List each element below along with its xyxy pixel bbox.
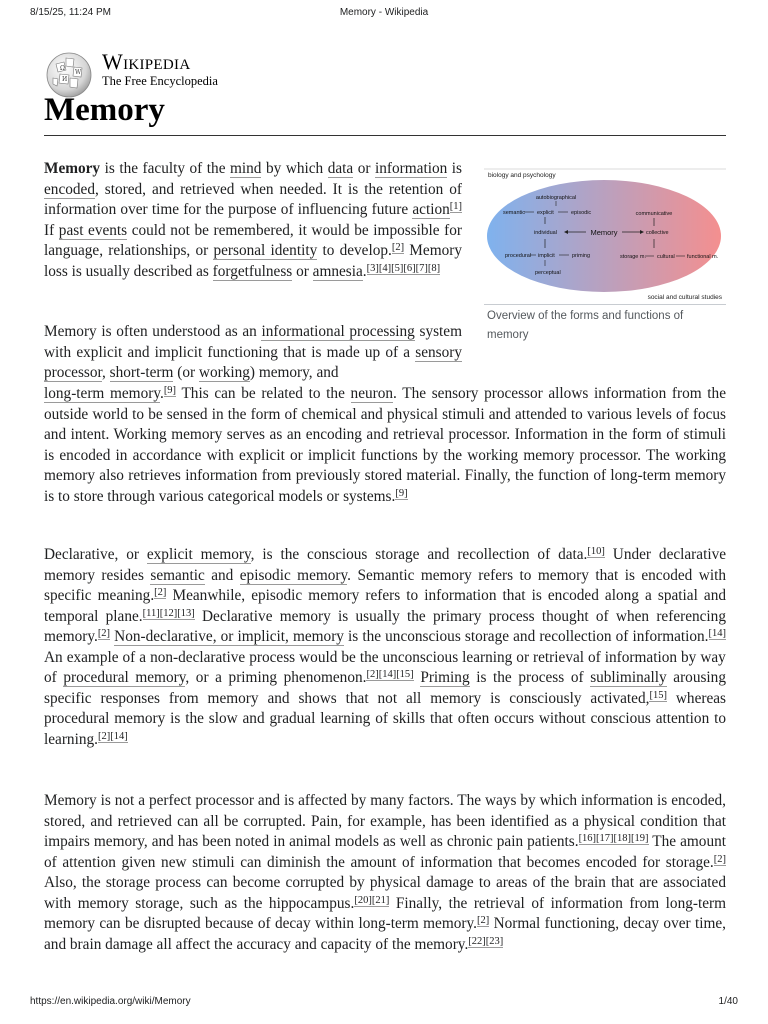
text: or [292,262,313,280]
node-functional: functional m. [687,254,719,260]
figure-caption: Overview of the forms and functions of memory [487,310,684,341]
text: ) memory, and [249,364,339,381]
node-autobiographical: autobiographical [535,195,577,201]
citation[interactable]: [20][21] [354,894,390,906]
text: system with explicit and implicit functioning that is made up of a [44,323,462,361]
svg-text:W: W [75,69,82,76]
link-personal-identity[interactable]: personal identity [213,242,318,259]
text: . [159,385,164,402]
node-semantic: semantic [503,210,526,216]
link-procedural-memory[interactable]: procedural memory [63,669,186,686]
page-title: Memory [44,92,165,128]
paragraph-corruption [44,791,726,955]
link-episodic-memory[interactable]: episodic memory [239,566,348,584]
citation[interactable]: [10] [587,546,605,557]
text: (or [173,364,199,381]
print-datetime: 8/15/25, 11:24 PM [30,7,111,18]
citation[interactable]: [2] [713,853,726,865]
text: Declarative, or [44,546,147,563]
text: could not be remembered, it would be impossible for language, relationships, or [44,221,463,259]
node-perceptual: perceptual [535,270,561,276]
citation[interactable]: [3][4][5][6][7][8] [366,262,441,274]
citation[interactable]: [2] [97,628,111,639]
citation[interactable]: [2] [391,242,405,253]
citation[interactable]: [2][14] [97,730,128,742]
link-encoded[interactable]: encoded [44,180,95,198]
text: , stored, and retrieved when needed. It is the retention of information over time for the purpose of influencing future [44,180,462,218]
citation[interactable]: [1] [449,201,462,212]
text: Meanwhile, episodic memory refers to information that is encoded along a spatial and temporal plane. [44,587,726,625]
link-past-events[interactable]: past events [58,221,128,239]
link-forgetfulness[interactable]: forgetfulness [212,262,293,280]
paragraph-declarative [44,545,726,750]
text: The amount of attention given new stimuli can diminish the amount of information that becomes encoded for storage. [44,833,726,871]
bold-term-memory: Memory [44,160,101,177]
link-implicit-memory[interactable]: Non-declarative, or implicit, memory [114,628,344,645]
text: to develop. [317,242,392,259]
text: is the unconscious storage and recollection of information. [343,628,709,645]
figure-top-label: biology and psychology [488,172,556,179]
text: . [362,262,367,280]
text: Memory is often understood as an [44,323,262,340]
text: arousing specific responses from memory and shows that not all memory is consciously activated, [44,669,726,707]
caption-divider [484,304,726,305]
text: If [44,221,59,239]
print-page-number: 1/40 [718,996,738,1007]
text: , [102,364,110,381]
citation[interactable]: [11][12][13] [142,607,195,619]
memory-overview-figure[interactable] [484,168,726,304]
text: is [447,160,462,177]
node-explicit: explicit [537,210,554,216]
text: and [204,566,240,584]
citation[interactable]: [22][23] [468,935,504,947]
link-working[interactable]: working [198,364,250,381]
text: is the process of [469,669,591,686]
memory-diagram [484,168,726,304]
link-informational-processing[interactable]: informational processing [261,323,415,340]
link-semantic[interactable]: semantic [150,566,205,584]
text: Memory loss is usually described as [44,242,462,280]
citation[interactable]: [2][14][15] [366,669,414,680]
citation[interactable]: [9] [163,385,177,396]
node-communicative: communicative [635,211,673,217]
node-priming: priming [572,253,591,259]
link-information[interactable]: information [375,160,448,177]
paragraph-processing-part1 [44,322,462,384]
link-neuron[interactable]: neuron [350,385,394,402]
text: Under declarative memory resides [44,546,727,584]
citation[interactable]: [2] [476,915,490,926]
text: An example of a non-declarative process would be the unconscious learning or retrieval of information by way of [44,648,726,686]
node-collective: collective [646,230,669,236]
link-action[interactable]: action [412,201,450,218]
citation[interactable]: [16][17][18][19] [578,833,649,844]
print-url: https://en.wikipedia.org/wiki/Memory [30,996,191,1007]
link-short-term[interactable]: short-term [109,364,174,381]
node-cultural: cultural [657,254,675,260]
svg-text:И: И [62,76,68,83]
node-episodic: episodic [571,210,592,216]
link-sensory-processor[interactable]: sensory processor [44,343,462,381]
paragraph-intro [44,159,462,282]
paragraph-processing-part2 [44,384,726,507]
node-individual: individual [534,230,557,236]
wikipedia-logo[interactable] [44,48,344,96]
text: . Semantic memory refers to memory that is encoded with specific meaning. [44,566,726,604]
link-explicit-memory[interactable]: explicit memory [146,546,251,563]
text: Memory is not a perfect processor and is affected by many factors. The ways by which information is encoded, stored, and retrieved can all be corrupted. Pain, for example, has been identified as a physical condition that impairs memory, and has been noted in animal models as well as chronic pain patients. [44,792,726,850]
svg-text:Ω: Ω [60,65,65,72]
citation[interactable]: [14] [708,628,727,639]
link-amnesia[interactable]: amnesia [312,262,363,280]
text: is the faculty of the [100,160,231,177]
wikipedia-tagline: The Free Encyclopedia [102,74,218,88]
link-mind[interactable]: mind [230,160,262,177]
link-long-term-memory[interactable]: long-term memory [44,385,160,402]
node-storage: storage m. [620,254,646,260]
figure-bottom-label: social and cultural studies [647,294,722,301]
text: or [353,160,376,177]
text: Finally, the retrieval of information from long-term memory can be disrupted because of decay within long-term memory. [44,894,726,932]
text: , or a priming phenomenon. [185,669,367,686]
node-implicit: implicit [538,253,555,259]
link-priming[interactable]: Priming [420,669,470,686]
text: whereas procedural memory is the slow and gradual learning of skills that often occurs without conscious attention to learning. [44,689,726,748]
title-divider [44,135,726,136]
text: Normal functioning, decay over time, and brain damage all affect the accuracy and capacity of the memory. [44,915,726,953]
node-memory: Memory [590,228,618,237]
node-procedural: procedural [505,253,531,259]
citation[interactable]: [9] [395,487,408,499]
text: Declarative memory is usually the primary process thought of when referencing memory. [44,607,726,645]
citation[interactable]: [15] [649,689,667,701]
link-subliminally[interactable]: subliminally [590,669,667,686]
text: , is the conscious storage and recollection of data. [250,546,588,563]
print-page-title: Memory - Wikipedia [339,7,429,18]
text: This can be related to the [176,385,351,402]
wikipedia-wordmark: Wikipedia [102,49,191,74]
text: . The sensory processor allows information from the outside world to be sensed in the form of chemical and physical stimuli and attended to various levels of focus and intent. Working memory serves as an encoding and retrieval processor. Information in the form of stimuli is encoded in accordance with explicit or implicit functions by the working memory processor. The working memory also retrieves information from previously stored material. Finally, the function of long-term memory is to store through various categorical models or systems. [44,385,726,505]
link-data[interactable]: data [327,160,354,177]
text: Also, the storage process can become corrupted by physical damage to areas of the brain that are associated with memory storage, such as the hippocampus. [44,874,726,912]
citation[interactable]: [2] [154,587,167,598]
text: by which [261,160,328,177]
